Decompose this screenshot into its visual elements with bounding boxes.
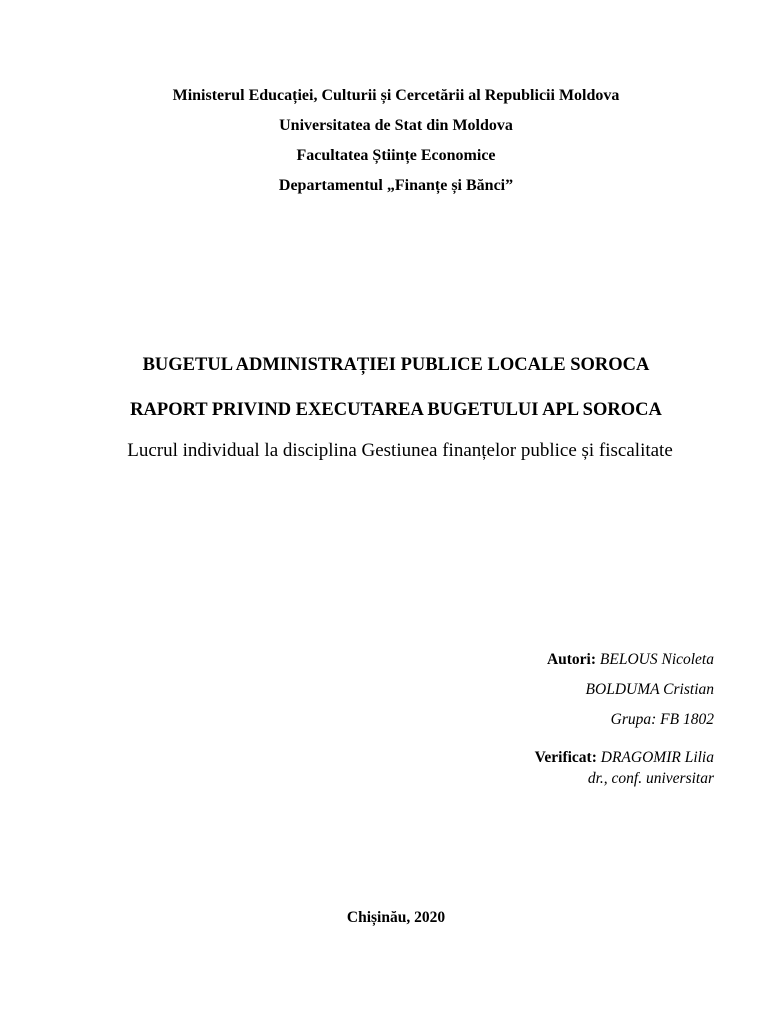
verifier-name: DRAGOMIR Lilia — [600, 749, 714, 766]
ministry-name: Ministerul Educației, Culturii și Cercetării al Republicii Moldova — [172, 87, 620, 104]
verifier-degree: dr., conf. universitar — [587, 770, 714, 787]
authors-line — [547, 652, 714, 668]
document-subtitle: Lucrul individual la disciplina Gestiunea finanțelor publice și fiscalitate — [127, 440, 673, 461]
university-name: Universitatea de Stat din Moldova — [279, 117, 513, 134]
place-and-year: Chișinău, 2020 — [346, 909, 446, 926]
author-name: BELOUS Nicoleta — [599, 651, 714, 668]
group-info: Grupa: FB 1802 — [610, 711, 714, 728]
verified-label: Verificat: — [534, 749, 597, 766]
document-report-title: RAPORT PRIVIND EXECUTAREA BUGETULUI APL SOROCA — [130, 400, 662, 420]
verified-line — [535, 750, 714, 766]
authors-label: Autori: — [546, 651, 597, 668]
department-name: Departamentul „Finanțe și Bănci” — [278, 177, 514, 194]
document-title: BUGETUL ADMINISTRAȚIEI PUBLICE LOCALE SOROCA — [142, 355, 650, 375]
author-name: BOLDUMA Cristian — [585, 681, 714, 698]
faculty-name: Facultatea Științe Economice — [296, 147, 496, 164]
